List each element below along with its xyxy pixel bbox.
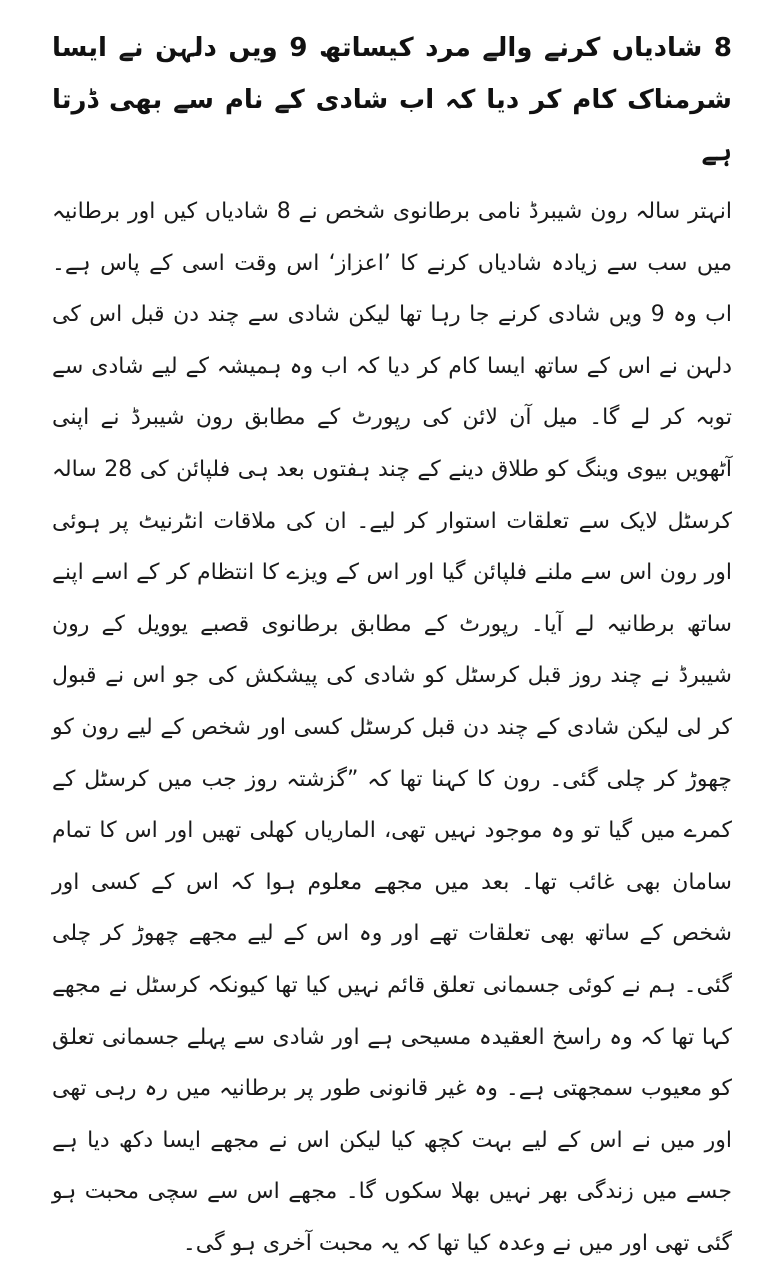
article — [52, 22, 733, 1256]
article-body: انہتر سالہ رون شیبرڈ نامی برطانوی شخص نے 8 شادیاں کیں اور برطانیہ میں سب سے زیادہ شادیاں کرنے کا ’اعزاز‘ اس وقت اسی کے پاس ہے۔ اب وہ 9 ویں شادی کرنے جا رہا تھا لیکن شادی سے چند دن قبل اس کی دلہن نے اس کے ساتھ ایسا کام کر دیا کہ اب وہ ہمیشہ کے لیے شادی سے توبہ کر لے گا۔ میل آن لائن کی رپورٹ کے مطابق رون شیبرڈ نے اپنی آٹھویں بیوی وینگ کو طلاق دینے کے چند ہفتوں بعد ہی فلپائن کی 28 سالہ کرسٹل لایک سے تعلقات استوار کر لیے۔ ان کی ملاقات انٹرنیٹ پر ہوئی اور رون اس سے ملنے فلپائن گیا اور اس کے ویزے کا انتظام کر کے اسے اپنے ساتھ برطانیہ لے آیا۔ رپورٹ کے مطابق برطانوی قصبے یوویل کے رون شیبرڈ نے چند روز قبل کرسٹل کو شادی کی پیشکش کی جو اس نے قبول کر لی لیکن شادی کے چند دن قبل کرسٹل کسی اور شخص کے لیے رون کو چھوڑ کر چلی گئی۔ رون کا کہنا تھا کہ ”گزشتہ روز جب میں کرسٹل کے کمرے میں گیا تو وہ موجود نہیں تھی، الماریاں کھلی تھیں اور اس کا تمام سامان بھی غائب تھا۔ بعد میں مجھے معلوم ہوا کہ اس کے کسی اور شخص کے ساتھ بھی تعلقات تھے اور وہ اس کے لیے مجھے چھوڑ کر چلی گئی۔ ہم نے کوئی جسمانی تعلق قائم نہیں کیا تھا کیونکہ کرسٹل نے مجھے کہا تھا کہ وہ راسخ العقیدہ مسیحی ہے اور شادی سے پہلے جسمانی تعلق کو معیوب سمجھتی ہے۔ وہ غیر قانونی طور پر برطانیہ میں رہ رہی تھی اور میں نے اس کے لیے بہت کچھ کیا لیکن اس نے مجھے ایسا دکھ دیا ہے جسے میں زندگی بھر نہیں بھلا سکوں گا۔ مجھے اس سے سچی محبت ہو گئی تھی اور میں نے وعدہ کیا تھا کہ یہ محبت آخری ہو گی۔ — [52, 199, 733, 1256]
article-headline: 8 شادیاں کرنے والے مرد کیساتھ 9 ویں دلہن نے ایسا شرمناک کام کر دیا کہ اب شادی کے نام سے بھی ڈرتا ہے — [52, 33, 732, 167]
